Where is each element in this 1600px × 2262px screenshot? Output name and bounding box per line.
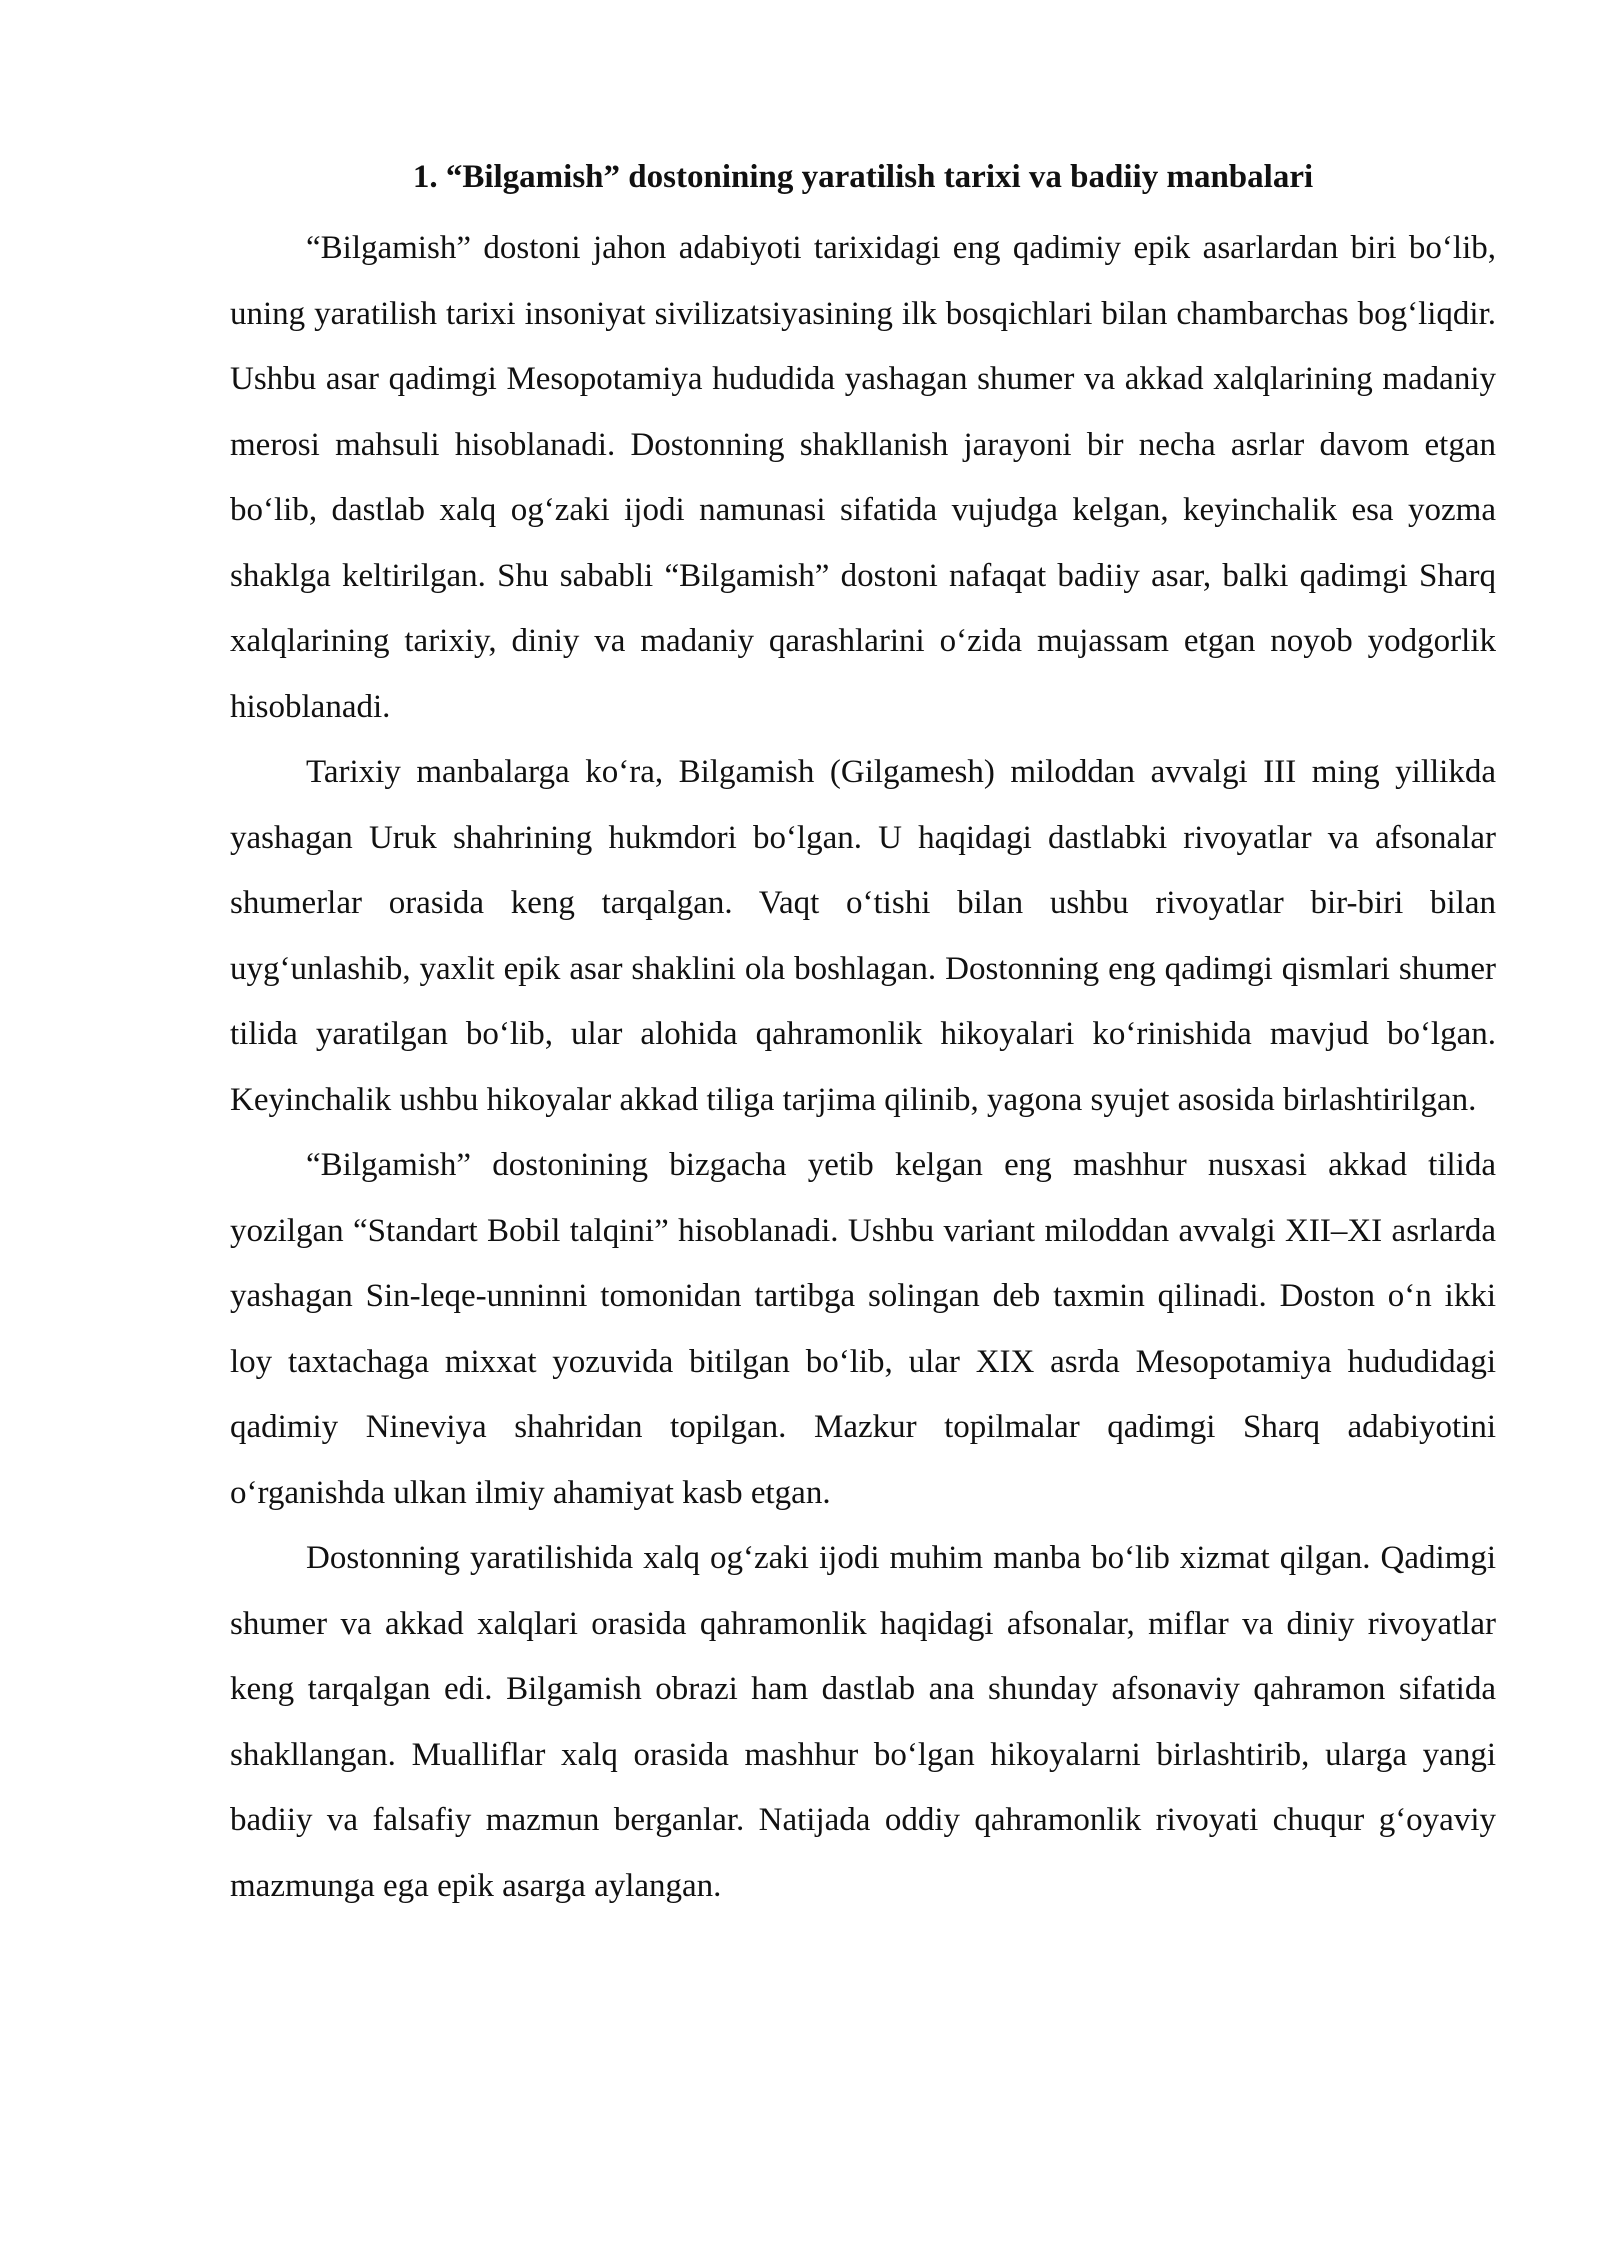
paragraph-4: Dostonning yaratilishida xalq og‘zaki ijodi muhim manba bo‘lib xizmat qilgan. Qadimgi shumer va akkad xalqlari orasida qahramonlik haqidagi afsonalar, miflar va diniy rivoyatlar keng tarqalgan edi. Bilgamish obrazi ham dastlab ana shunday afsonaviy qahramon sifatida shakllangan. Mualliflar xalq orasida mashhur bo‘lgan hikoyalarni birlashtirib, ularga yangi badiiy va falsafiy mazmun berganlar. Natijada oddiy qahramonlik rivoyati chuqur g‘oyaviy mazmunga ega epik asarga aylangan. (230, 1540, 1496, 1904)
paragraph-3: “Bilgamish” dostonining bizgacha yetib kelgan eng mashhur nusxasi akkad tilida yozilgan “Standart Bobil talqini” hisoblanadi. Ushbu variant miloddan avvalgi XII–XI asrlarda yashagan Sin-leqe-unninni tomonidan tartibga solingan deb taxmin qilinadi. Doston o‘n ikki loy taxtachaga mixxat yozuvida bitilgan bo‘lib, ular XIX asrda Mesopotamiya hududidagi qadimiy Nineviya shahridan topilgan. Mazkur topilmalar qadimgi Sharq adabiyotini o‘rganishda ulkan ilmiy ahamiyat kasb etgan. (230, 1147, 1496, 1511)
paragraph-1: “Bilgamish” dostoni jahon adabiyoti tarixidagi eng qadimiy epik asarlardan biri bo‘lib, uning yaratilish tarixi insoniyat sivilizatsiyasining ilk bosqichlari bilan chambarchas bog‘liqdir. Ushbu asar qadimgi Mesopotamiya hududida yashagan shumer va akkad xalqlarining madaniy merosi mahsuli hisoblanadi. Dostonning shakllanish jarayoni bir necha asrlar davom etgan bo‘lib, dastlab xalq og‘zaki ijodi namunasi sifatida vujudga kelgan, keyinchalik esa yozma shaklga keltirilgan. Shu sababli “Bilgamish” dostoni nafaqat badiiy asar, balki qadimgi Sharq xalqlarining tarixiy, diniy va madaniy qarashlarini o‘zida mujassam etgan noyob yodgorlik hisoblanadi. (230, 230, 1496, 725)
section-heading: 1. “Bilgamish” dostonining yaratilish tarixi va badiiy manbalari (412, 159, 1314, 195)
document-page (230, 152, 1496, 1919)
paragraph-2: Tarixiy manbalarga ko‘ra, Bilgamish (Gilgamesh) miloddan avvalgi III ming yillikda yashagan Uruk shahrining hukmdori bo‘lgan. U haqidagi dastlabki rivoyatlar va afsonalar shumerlar orasida keng tarqalgan. Vaqt o‘tishi bilan ushbu rivoyatlar bir-biri bilan uyg‘unlashib, yaxlit epik asar shaklini ola boshlagan. Dostonning eng qadimgi qismlari shumer tilida yaratilgan bo‘lib, ular alohida qahramonlik hikoyalari ko‘rinishida mavjud bo‘lgan. Keyinchalik ushbu hikoyalar akkad tiliga tarjima qilinib, yagona syujet asosida birlashtirilgan. (230, 754, 1496, 1118)
